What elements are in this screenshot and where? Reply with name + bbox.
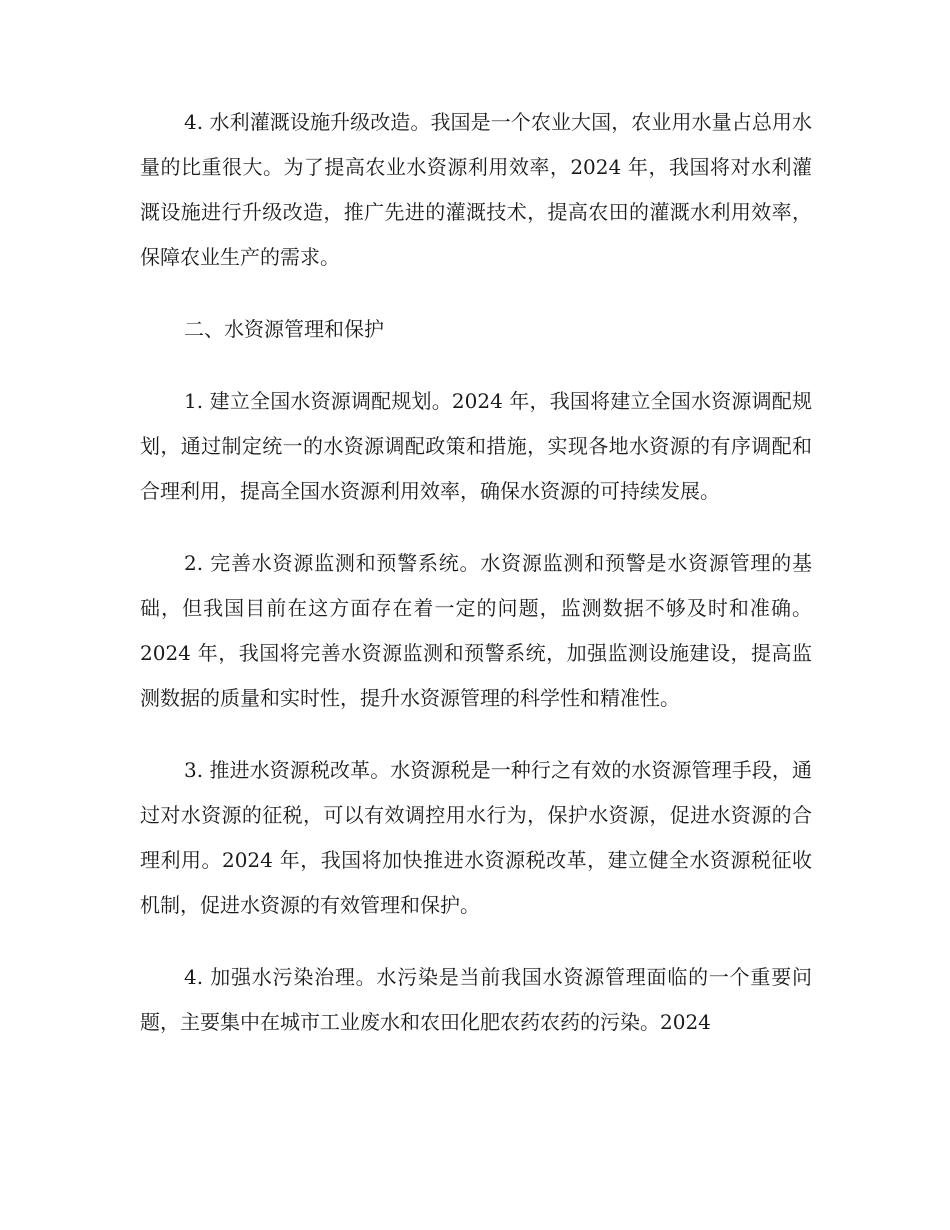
document-body [140,100,812,1072]
section-heading-water-management: 二、水资源管理和保护 [184,317,384,341]
paragraph-national-allocation-plan: 1. 建立全国水资源调配规划。2024 年，我国将建立全国水资源调配规划，通过制定统一的水资源调配政策和措施，实现各地水资源的有序调配和合理利用，提高全国水资源利用效率，确保水资源的可持续发展。 [140,389,812,503]
paragraph-pollution-control: 4. 加强水污染治理。水污染是当前我国水资源管理面临的一个重要问题，主要集中在城市工业废水和农田化肥农药农药的污染。2024 [140,965,812,1034]
paragraph-irrigation-upgrade: 4. 水利灌溉设施升级改造。我国是一个农业大国，农业用水量占总用水量的比重很大。为了提高农业水资源利用效率，2024 年，我国将对水利灌溉设施进行升级改造，推广先进的灌溉技术，提高农田的灌溉水利用效率，保障农业生产的需求。 [140,110,812,269]
paragraph-monitoring-warning-system: 2. 完善水资源监测和预警系统。水资源监测和预警是水资源管理的基础，但我国目前在这方面存在着一定的问题，监测数据不够及时和准确。2024 年，我国将完善水资源监测和预警系统，加强监测设施建设，提高监测数据的质量和实时性，提升水资源管理的科学性和精准性。 [140,551,812,710]
paragraph-water-tax-reform: 3. 推进水资源税改革。水资源税是一种行之有效的水资源管理手段，通过对水资源的征税，可以有效调控用水行为，保护水资源，促进水资源的合理利用。2024 年，我国将加快推进水资源税改革，建立健全水资源税征收机制，促进水资源的有效管理和保护。 [140,758,812,917]
